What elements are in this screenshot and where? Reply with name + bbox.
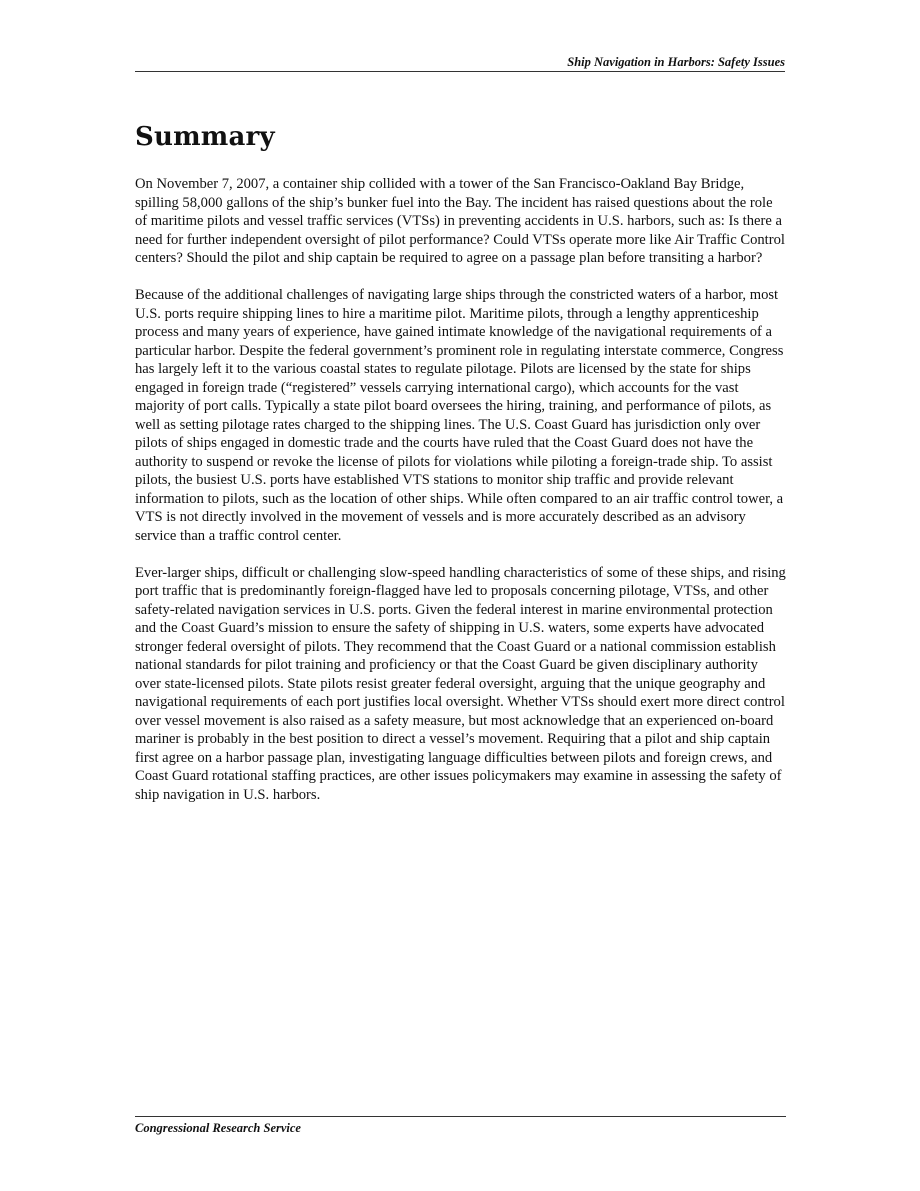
summary-body: [135, 175, 786, 823]
summary-paragraph-1: On November 7, 2007, a container ship collided with a tower of the San Francisco-Oakland Bay Bridge, spilling 58,000 gallons of the ship’s bunker fuel into the Bay. The incident has raised questions about the role of maritime pilots and vessel traffic services (VTSs) in preventing accidents in U.S. harbors, such as: Is there a need for further independent oversight of pilot performance? Could VTSs operate more like Air Traffic Control centers? Should the pilot and ship captain be required to agree on a passage plan before transiting a harbor?: [135, 176, 785, 266]
running-header-title: Ship Navigation in Harbors: Safety Issues: [567, 55, 785, 69]
summary-paragraph-3: Ever-larger ships, difficult or challenging slow-speed handling characteristics of some of these ships, and rising port traffic that is predominantly foreign-flagged have led to proposals concerning pilotage, VTSs, and other safety-related navigation services in U.S. ports. Given the federal interest in marine environmental protection and the Coast Guard’s mission to ensure the safety of shipping in U.S. waters, some experts have advocated stronger federal oversight of pilots. They recommend that the Coast Guard or a national commission establish national standards for pilot training and proficiency or that the Coast Guard be given disciplinary authority over state-licensed pilots. State pilots resist greater federal oversight, arguing that the unique geography and navigational requirements of each port justifies local oversight. Whether VTSs should exert more direct control over vessel movement is also raised as a safety measure, but most acknowledge that an experienced on-board mariner is probably in the best position to direct a vessel’s movement. Requiring that a pilot and ship captain first agree on a harbor passage plan, investigating language difficulties between pilots and foreign crews, and Coast Guard rotational staffing practices, are other issues policymakers may examine in assessing the safety of ship navigation in U.S. harbors.: [135, 564, 786, 803]
header-divider: [135, 71, 785, 72]
footer-organization: Congressional Research Service: [135, 1121, 301, 1135]
footer-divider: [135, 1116, 786, 1117]
summary-paragraph-2: Because of the additional challenges of navigating large ships through the constricted waters of a harbor, most U.S. ports require shipping lines to hire a maritime pilot. Maritime pilots, through a lengthy apprenticeship process and many years of experience, have gained intimate knowledge of the navigational requirements of a particular harbor. Despite the federal government’s prominent role in regulating interstate commerce, Congress has largely left it to the various coastal states to regulate pilotage. Pilots are licensed by the state for ships engaged in foreign trade (“registered” vessels carrying international cargo), which accounts for the vast majority of port calls. Typically a state pilot board oversees the hiring, training, and performance of pilots, as well as setting pilotage rates charged to the shipping lines. The U.S. Coast Guard has jurisdiction only over pilots of ships engaged in domestic trade and the courts have ruled that the Coast Guard does not have the authority to suspend or revoke the license of pilots for violations while piloting a foreign-trade ship. To assist pilots, the busiest U.S. ports have established VTS stations to monitor ship traffic and provide relevant information to pilots, such as the location of other ships. While often compared to an air traffic control tower, a VTS is not directly involved in the movement of vessels and is more accurately described as an advisory service than a traffic control center.: [135, 287, 784, 544]
section-title: Summary: [135, 122, 275, 152]
